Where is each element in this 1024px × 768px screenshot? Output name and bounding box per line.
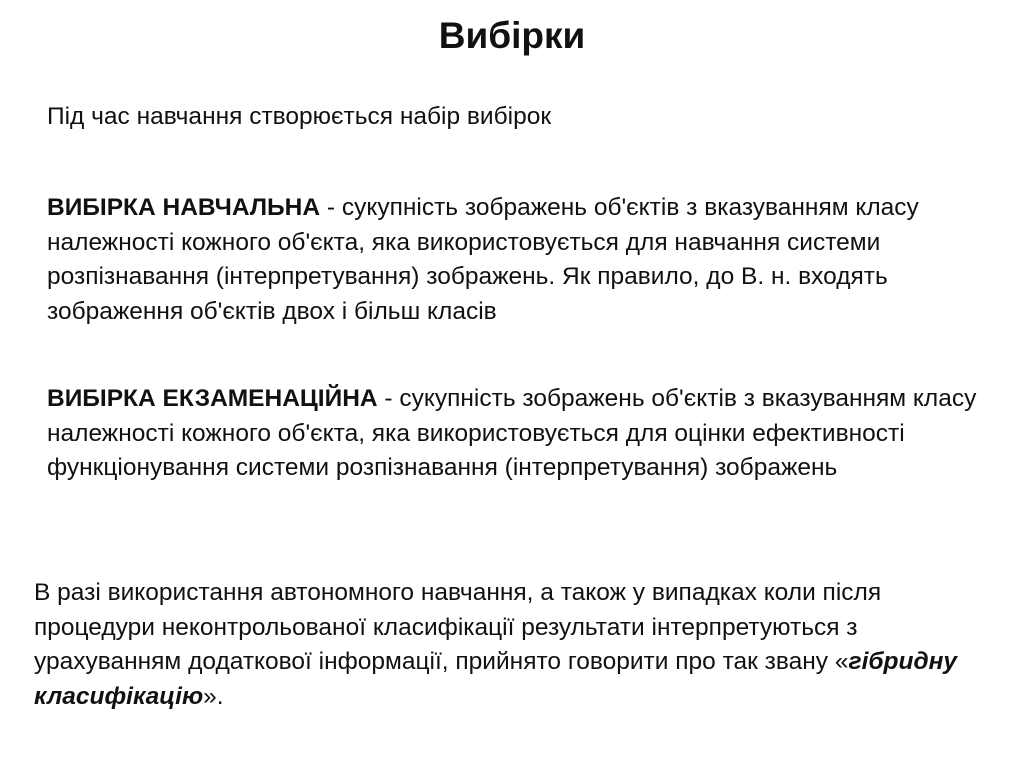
exam-sample-definition [47,382,977,486]
hybrid-classification-term: гібридну класифікацію [34,648,958,710]
training-sample-definition [47,191,977,329]
intro-paragraph: Під час навчання створюється набір вибірок [47,103,552,130]
note-text-before: В разі використання автономного навчання, а також у випадках коли після процедури неконтрольованої класифікації результати інтерпретуються з урахуванням додаткової інформації, прийнято говорити про так звану « [34,579,882,675]
exam-sample-text: - сукупність зображень об'єктів з вказуванням класу належності кожного об'єкта, яка використовується для оцінки ефективності функціонування системи розпізнавання (інтерпретування) зображень [47,385,977,481]
training-sample-term: ВИБІРКА НАВЧАЛЬНА [47,194,321,221]
exam-sample-term: ВИБІРКА ЕКЗАМЕНАЦІЙНА [47,385,378,412]
training-sample-text: - сукупність зображень об'єктів з вказуванням класу належності кожного об'єкта, яка використовується для навчання системи розпізнавання (інтерпретування) зображень. Як правило, до В. н. входять зображення об'єктів двох і більш класів [47,194,919,325]
note-text-after: ». [203,682,224,710]
hybrid-classification-note [34,576,974,714]
slide-title: Вибірки [438,15,586,56]
